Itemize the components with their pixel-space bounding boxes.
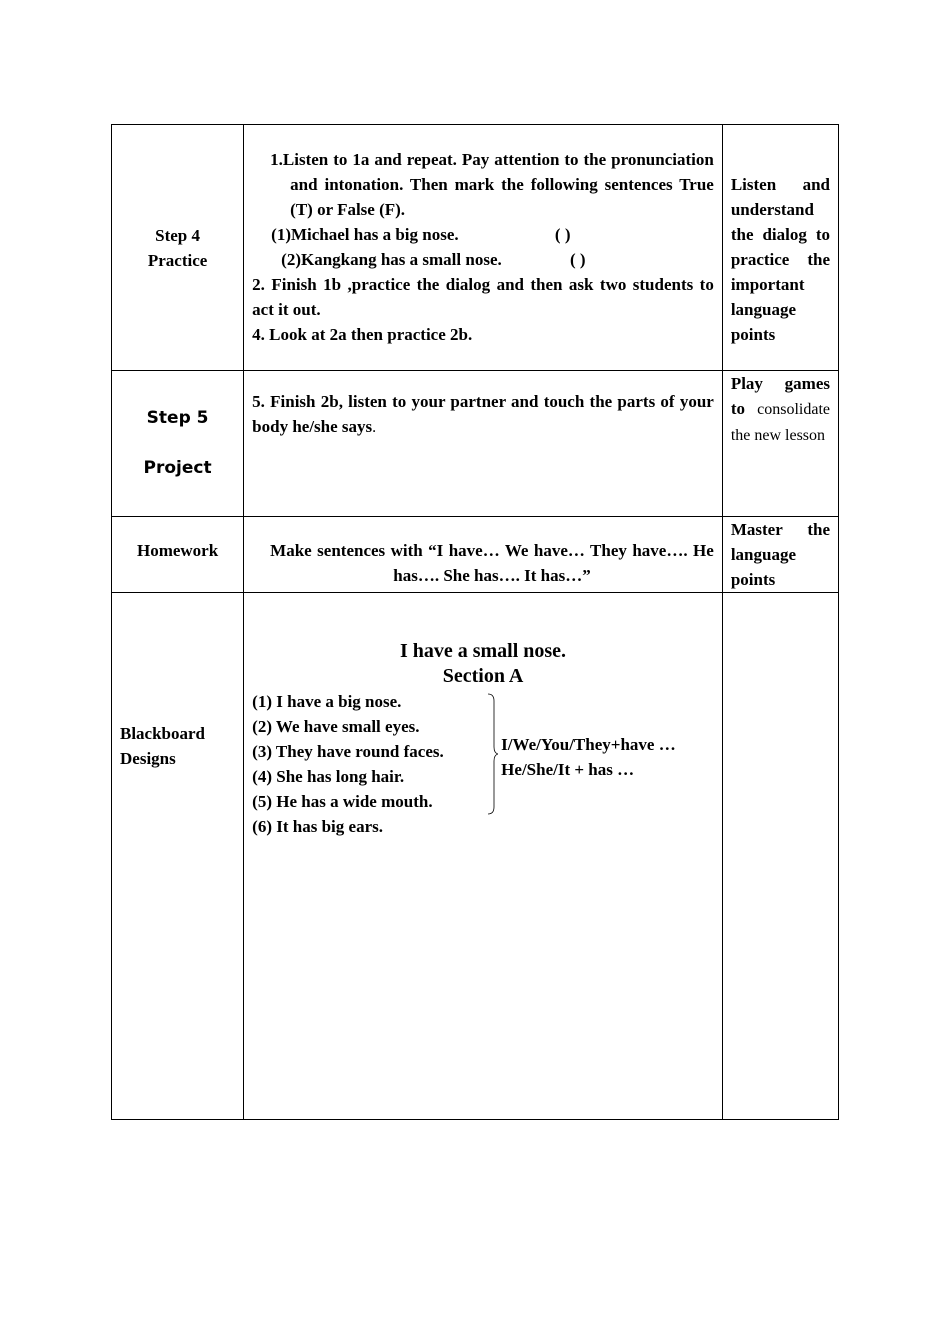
blackboard-rule-has: He/She/It + has … [501, 760, 635, 779]
step4-label: Step 4 [155, 225, 201, 245]
blackboard-rule-have: I/We/You/They+have … [501, 735, 676, 754]
step5-label-cell [112, 371, 244, 517]
blackboard-rules [501, 732, 676, 782]
table-row-step5 [112, 371, 839, 517]
step4-item1: 1.Listen to 1a and repeat. Pay attention to the pronunciation and intonation. Then mark the following sentences True (T) or False (F). [270, 150, 714, 219]
blackboard-label: Blackboard [120, 724, 206, 743]
homework-purpose-cell [722, 517, 838, 593]
list-item: (3) They have round faces. [252, 742, 444, 761]
step5-item5 [244, 371, 722, 440]
step4-sub1 [252, 222, 714, 247]
table-row-blackboard [112, 593, 839, 1120]
step4-purpose: Listen and understand the dialog to practice the important language points [730, 175, 830, 344]
blackboard-label-cell [112, 593, 244, 1120]
table-row-step4 [112, 125, 839, 371]
homework-purpose: Master the language points [730, 520, 830, 589]
list-item: (4) She has long hair. [252, 767, 405, 786]
step5-label-sub: Project [143, 458, 212, 478]
step4-sub2 [252, 247, 714, 272]
blackboard-subtitle: Section A [442, 665, 524, 687]
step4-sub2-text: (2)Kangkang has a small nose. [281, 250, 502, 269]
step4-label-sub: Practice [147, 250, 208, 270]
right-brace-icon [488, 693, 498, 815]
homework-label-cell [112, 517, 244, 593]
table-row-homework [112, 517, 839, 593]
blackboard-body [244, 689, 722, 839]
step5-purpose [723, 371, 838, 448]
step4-label-cell [112, 125, 244, 371]
list-item: (2) We have small eyes. [252, 717, 420, 736]
step4-sub1-text: (1)Michael has a big nose. [271, 225, 459, 244]
step4-item4: 4. Look at 2a then practice 2b. [252, 325, 473, 344]
blackboard-label-sub: Designs [120, 749, 176, 768]
blackboard-empty-cell [722, 593, 838, 1120]
step5-item5-text: 5. Finish 2b, listen to your partner and touch the parts of your body he/she says [252, 392, 714, 436]
lesson-plan-table [111, 124, 839, 1120]
blackboard-sentence-list [252, 689, 444, 839]
step5-item5-end: . [372, 419, 377, 436]
step4-sub1-blank: ( ) [554, 225, 571, 244]
step4-purpose-cell [722, 125, 838, 371]
list-item: (1) I have a big nose. [252, 692, 402, 711]
step4-item2: 2. Finish 1b ,practice the dialog and then ask two students to act it out. [252, 275, 714, 319]
list-item: (5) He has a wide mouth. [252, 792, 433, 811]
homework-label: Homework [136, 541, 219, 560]
homework-text: Make sentences with “I have… We have… They have…. He has…. She has…. It has…” [270, 541, 714, 585]
blackboard-title: I have a small nose. [399, 640, 567, 662]
step5-purpose-normal: consolidate the new lesson [730, 401, 830, 444]
homework-content-cell [244, 517, 723, 593]
step4-content-cell [244, 125, 723, 371]
step4-sub2-blank: ( ) [570, 250, 586, 269]
step5-content-cell [244, 371, 723, 517]
step5-label: Step 5 [146, 408, 209, 428]
step5-purpose-bold: Play games to [730, 374, 830, 418]
blackboard-content-cell [244, 593, 723, 1120]
list-item: (6) It has big ears. [252, 817, 383, 836]
step5-purpose-cell [722, 371, 838, 517]
